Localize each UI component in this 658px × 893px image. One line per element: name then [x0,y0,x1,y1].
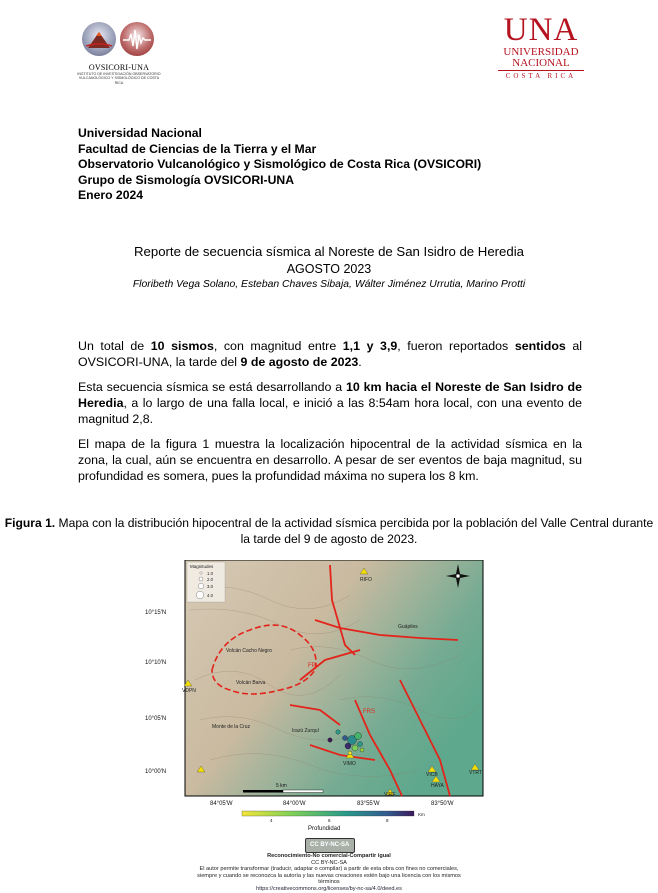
scale-bar-label: 5 km [276,783,287,789]
legend-symbol [200,572,202,574]
scale-bar-segment [243,790,283,793]
institution-line: Observatorio Vulcanológico y Sismológico de Costa Rica (OVSICORI) [78,157,482,172]
scale-bar-segment [283,790,323,793]
legend-value: 3.0 [207,584,213,589]
report-authors: Floribeth Vega Solano, Esteban Chaves Sibaja, Wálter Jiménez Urrutia, Marino Protti [132,279,526,290]
map-label-vicb: VICB [426,772,438,778]
una-logo [496,14,586,84]
map-label-vtrt: VTRT [469,770,482,776]
license-code: CC BY-NC-SA [311,859,347,866]
map-frame [185,560,483,796]
license-text: El autor permite transformar (traducir, adaptar o compilar) a partir de esta obra con fines no comerciales, [199,866,459,873]
text-run: al OVSICORI-UNA, la tarde del [78,339,583,369]
map-label-barva: Volcán Barva [236,680,266,686]
depth-colorbar [242,811,414,816]
license-text: términos [318,879,340,886]
bold-run: 10 km hacia el Noreste de San Isidro de Heredia [78,380,582,410]
report-title: Reporte de secuencia sísmica al Noreste de San Isidro de Heredia [134,244,524,259]
figure-label: Figura 1. [4,516,56,530]
lon-label: 84°05'W [210,801,233,807]
map-label-fp: FP [308,663,316,669]
lon-label: 83°50'W [431,801,454,807]
bold-run: 9 de agosto de 2023 [240,355,359,369]
lon-label: 84°00'W [283,801,306,807]
paragraph-map-description: El mapa de la figura 1 muestra la localización hipocentral de la actividad sísmica en la zona, la cual, aún se encuentra en desarrollo. A pesar de ser eventos de baja magnitud, su profundidad es somera, pues la profundidad máxima no supera los 8 km. [78,437,582,483]
map-label-guapiles: Guápiles [398,624,418,630]
colorbar-tick: 4 [270,818,273,823]
institution-line: Grupo de Sismología OVSICORI-UNA [78,172,295,187]
lat-label: 10°15'N [145,610,167,616]
epicenter [355,733,362,740]
colorbar-unit: Km [418,812,425,817]
license-title: Reconocimiento-No comercial-Compartir igual [267,853,391,859]
text-run: , a lo largo de una falla local, e inició a las 8:54am hora local, con una evento de magnitud 2,8. [78,396,582,426]
license-footer [0,853,658,893]
epicenter [360,748,364,752]
map-label-frs: FRS [363,709,375,715]
legend-value: 4.0 [207,593,213,598]
figure-caption-text: Mapa con la distribución hipocentral de la actividad sísmica percibida por la población del Valle Central durante la tarde del 9 de agosto de 2023. [55,516,654,546]
colorbar-title: Profundidad [308,826,341,832]
epicenter [358,742,363,747]
seismogram-icon [120,22,154,56]
text-run: , fueron reportados [397,339,515,353]
epicenter [336,730,340,734]
map-label-haya: HAYA [431,783,444,789]
paragraph-location [78,379,582,427]
license-url[interactable]: https://creativecommons.org/licenses/by-nc-sa/4.0/deed.es [256,885,402,892]
report-date: Enero 2024 [78,188,144,203]
epicenter [348,751,352,755]
bold-run: 1,1 y 3,9 [342,339,398,353]
una-logo-line1: UNIVERSIDAD [503,46,579,58]
map-label-cacho-negro: Volcán Cacho Negro [226,648,272,654]
legend-symbol [196,591,204,599]
report-subtitle: AGOSTO 2023 [286,262,372,276]
epicenter [352,745,358,751]
cc-license-badge [305,838,355,853]
legend-value: 2.0 [207,577,213,582]
colorbar-tick: 6 [328,818,331,823]
institution-line: Universidad Nacional [78,126,202,140]
lon-label: 83°55'W [357,801,380,807]
legend-symbol [199,577,203,581]
ovsicori-logo [76,16,162,88]
figure-caption [0,516,658,547]
institution-block [78,126,481,204]
colorbar-tick: 8 [386,818,389,823]
legend-symbol [198,583,204,589]
una-logo-line3: COSTA RICA [505,72,577,80]
map-label-vdpn: VDPN [182,688,196,694]
license-text: siempre y cuando se reconozca la autoría y las nuevas creaciones estén bajo una licencia con los mismos [197,872,461,879]
legend-value: 1.0 [207,571,213,576]
paragraph-summary [78,338,582,370]
map-label-irazu: Irazú Zurquí [292,728,319,734]
ovsicori-name: OVSICORI-UNA [88,63,150,72]
map-label-vimo: VIMO [343,761,356,767]
bold-run: sentidos [514,339,566,353]
una-logo-line2: NACIONAL [512,57,570,69]
una-logo-divider [498,70,584,71]
lat-label: 10°10'N [145,660,167,666]
una-logo-mark: UNA [503,12,579,48]
lat-label: 10°00'N [145,769,167,775]
text-run: . [358,355,362,369]
text-run: , con magnitud entre [213,339,343,353]
map-label-rifo: RIFO [360,577,372,583]
text-run: Un total de [78,339,151,353]
lat-label: 10°05'N [145,716,167,722]
bold-run: 10 sismos [150,339,214,353]
volcano-icon [82,22,116,56]
epicenter [343,736,348,741]
magnitude-legend [187,562,225,602]
map-label-monte-cruz: Monte de la Cruz [212,724,251,730]
ovsicori-subtitle: INSTITUTO DE INVESTIGACIÓN OBSERVATORIO VULCANOLÓGICO Y SISMOLÓGICO DE COSTA RICA [77,72,161,85]
epicenter [328,738,332,742]
map-label-vire: VIRE [384,792,396,798]
cc-badge-text: CC BY-NC-SA [310,842,350,848]
legend-title: Magnitudes [190,564,214,569]
institution-line: Facultad de Ciencias de la Tierra y el Mar [78,141,317,156]
epicenter [345,743,351,749]
text-run: Esta secuencia sísmica se está desarrollando a [78,380,346,394]
seismicity-map [140,560,488,860]
